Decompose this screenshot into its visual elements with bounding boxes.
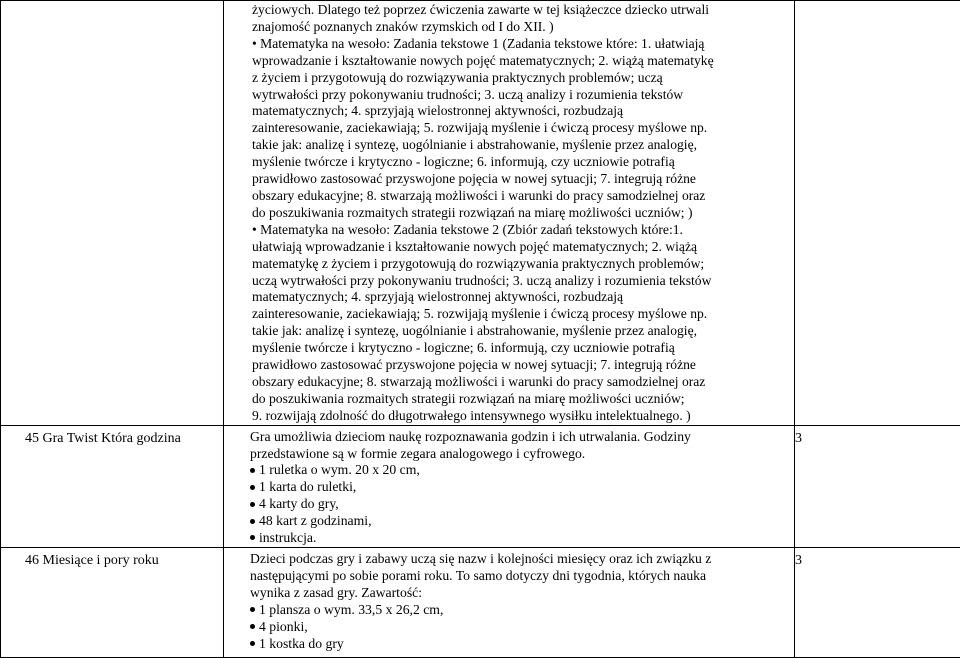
description-text xyxy=(224,1,794,425)
text-line: znajomość poznanych znaków rzymskich od I do XII. ) xyxy=(252,19,788,36)
list-item-text: 4 pionki, xyxy=(259,619,308,634)
list-item xyxy=(250,636,790,653)
table-row xyxy=(1,1,960,426)
text-line: z życiem i przygotowują do rozwiązywania praktycznych problemów; uczą xyxy=(252,70,788,87)
title-cell xyxy=(1,425,224,547)
bullet-icon xyxy=(250,641,255,646)
list-item xyxy=(250,530,790,547)
empty-cell xyxy=(1,1,224,426)
text-line: uczą wytrwałości przy pokonywaniu trudności; 3. uczą analizy i rozumienia tekstów xyxy=(252,273,788,290)
text-line: myślenie twórcze i krytyczno - logiczne; 6. informują, czy uczniowie potrafią xyxy=(252,154,788,171)
text-line: matematycznych; 4. sprzyjają wielostronnej aktywności, rozbudzają xyxy=(252,103,788,120)
text-line: matematykę z życiem i przygotowują do rozwiązywania praktycznych problemów; xyxy=(252,256,788,273)
list-item xyxy=(250,513,790,530)
list-item-text: 1 kostka do gry xyxy=(259,636,344,651)
text-line: wprowadzanie i kształtowanie nowych pojęć matematycznych; 2. wiążą matematykę xyxy=(252,53,788,70)
text-line: obszary edukacyjne; 8. stwarzają możliwości i warunki do pracy samodzielnej oraz xyxy=(252,374,788,391)
text-line: 9. rozwijają zdolność do długotrwałego intensywnego wysiłku intelektualnego. ) xyxy=(252,408,788,425)
bullet-icon xyxy=(250,485,255,490)
list-item-text: 1 plansza o wym. 33,5 x 26,2 cm, xyxy=(259,602,443,617)
quantity-cell xyxy=(795,425,960,547)
description-cell xyxy=(224,425,795,547)
description-cell xyxy=(224,1,795,426)
list-item-text: 1 ruletka o wym. 20 x 20 cm, xyxy=(259,462,420,477)
text-line: takie jak: analizę i syntezę, uogólnianie i abstrahowanie, myślenie przez analogię, xyxy=(252,323,788,340)
text-line: • Matematyka na wesoło: Zadania tekstowe 2 (Zbiór zadań tekstowych które:1. xyxy=(252,222,788,239)
text-line: • Matematyka na wesoło: Zadania tekstowe 1 (Zadania tekstowe które: 1. ułatwiają xyxy=(252,36,788,53)
bullet-icon xyxy=(250,535,255,540)
list-item-text: 1 karta do ruletki, xyxy=(259,479,356,494)
text-line: do poszukiwania rozmaitych strategii rozwiązań na miarę możliwości uczniów; xyxy=(252,391,788,408)
quantity-cell xyxy=(795,548,960,658)
bullet-icon xyxy=(250,607,255,612)
text-line: prawidłowo zastosować przyswojone pojęcia w nowej sytuacji; 7. integrują różne xyxy=(252,357,788,374)
bullet-icon xyxy=(250,624,255,629)
list-item-text: instrukcja. xyxy=(259,530,316,545)
quantity-value: 3 xyxy=(795,548,960,569)
description-cell xyxy=(224,548,795,658)
text-line: do poszukiwania rozmaitych strategii rozwiązań na miarę możliwości uczniów; ) xyxy=(252,205,788,222)
text-line: życiowych. Dlatego też poprzez ćwiczenia zawarte w tej książeczce dziecko utrwali xyxy=(252,2,788,19)
list-item xyxy=(250,619,790,636)
quantity-value: 3 xyxy=(795,426,960,447)
list-item xyxy=(250,602,790,619)
list-item xyxy=(250,462,790,479)
text-line: myślenie twórcze i krytyczno - logiczne; 6. informują, czy uczniowie potrafią xyxy=(252,340,788,357)
list-item-text: 4 karty do gry, xyxy=(259,496,339,511)
list-item-text: 48 kart z godzinami, xyxy=(259,513,372,528)
text-line: następującymi po sobie porami roku. To samo dotyczy dni tygodnia, których nauka xyxy=(250,568,790,585)
text-line: zainteresowanie, zaciekawiają; 5. rozwijają myślenie i ćwiczą procesy myślowe np. xyxy=(252,120,788,137)
text-line: prawidłowo zastosować przyswojone pojęcia w nowej sytuacji; 7. integrują różne xyxy=(252,171,788,188)
text-line: Dzieci podczas gry i zabawy uczą się nazw i kolejności miesięcy oraz ich związku z xyxy=(250,551,790,568)
text-line: Gra umożliwia dzieciom naukę rozpoznawania godzin i ich utrwalania. Godziny xyxy=(250,429,790,446)
table-row xyxy=(1,425,960,547)
text-line: obszary edukacyjne; 8. stwarzają możliwości i warunki do pracy samodzielnej oraz xyxy=(252,188,788,205)
text-line: zainteresowanie, zaciekawiają; 5. rozwijają myślenie i ćwiczą procesy myślowe np. xyxy=(252,306,788,323)
product-title: 45 Gra Twist Która godzina xyxy=(1,426,223,447)
bullet-icon xyxy=(250,502,255,507)
table-row xyxy=(1,548,960,658)
list-item xyxy=(250,496,790,513)
list-item xyxy=(250,479,790,496)
text-line: wynika z zasad gry. Zawartość: xyxy=(250,585,790,602)
title-cell xyxy=(1,548,224,658)
empty-cell xyxy=(795,1,960,426)
text-line: ułatwiają wprowadzanie i kształtowanie nowych pojęć matematycznych; 2. wiążą xyxy=(252,239,788,256)
text-line: wytrwałości przy pokonywaniu trudności; 3. uczą analizy i rozumienia tekstów xyxy=(252,87,788,104)
text-line: przedstawione są w formie zegara analogowego i cyfrowego. xyxy=(250,446,790,463)
product-title: 46 Miesiące i pory roku xyxy=(1,548,223,569)
text-line: takie jak: analizę i syntezę, uogólnianie i abstrahowanie, myślenie przez analogię, xyxy=(252,137,788,154)
bullet-icon xyxy=(250,519,255,524)
bullet-icon xyxy=(250,468,255,473)
text-line: matematycznych; 4. sprzyjają wielostronnej aktywności, rozbudzają xyxy=(252,289,788,306)
